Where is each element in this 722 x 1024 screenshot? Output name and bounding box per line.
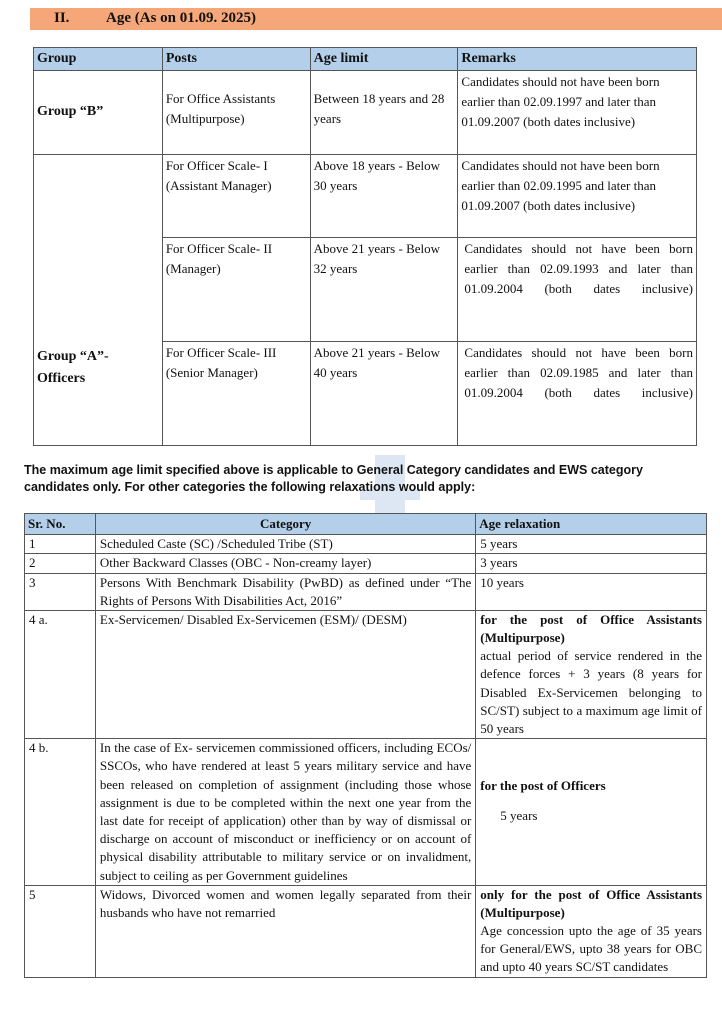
table-row [25,739,707,886]
group-b-label: Group “B” [34,70,163,154]
relax-heading: for the post of Office Assistants (Multipurpose) [480,611,702,646]
post-cell: For Officer Scale- I (Assistant Manager) [162,154,310,237]
relax-detail: actual period of service rendered in the defence forces + 3 years (8 years for Disabled Ex-Servicemen belonging to SC/ST) subject to a maximum age limit of 50 years [480,648,702,737]
relax-cell: 3 years [476,554,707,573]
category-cell: Other Backward Classes (OBC - Non-creamy layer) [95,554,475,573]
header-posts: Posts [162,48,310,71]
header-sr-no: Sr. No. [25,514,96,535]
table-header-row [34,48,697,71]
remarks-cell: Candidates should not have been born earlier than 02.09.1993 and later than 01.09.2004 (both dates inclusive) [458,237,697,341]
sr-cell: 5 [25,885,96,977]
table-row [25,885,707,977]
age-cell: Above 21 years - Below 40 years [310,341,458,445]
table-header-row [25,514,707,535]
sr-cell: 4 b. [25,739,96,886]
header-age-relaxation: Age relaxation [476,514,707,535]
header-remarks: Remarks [458,48,697,71]
header-age-limit: Age limit [310,48,458,71]
table-row [34,70,697,154]
category-cell: Ex-Servicemen/ Disabled Ex-Servicemen (ESM)/ (DESM) [95,610,475,738]
table-row [25,554,707,573]
notice-line-2: candidates only. For other categories the following relaxations would apply: [24,479,476,494]
post-cell: For Office Assistants (Multipurpose) [162,70,310,154]
relax-heading: for the post of Officers [480,778,606,794]
section-number: II. [54,10,70,26]
sr-cell: 4 a. [25,610,96,738]
table-row [25,610,707,738]
remarks-cell: Candidates should not have been born earlier than 02.09.1997 and later than 01.09.2007 (both dates inclusive) [458,70,697,154]
relax-cell [476,739,707,886]
post-cell: For Officer Scale- II (Manager) [162,237,310,341]
sr-cell: 2 [25,554,96,573]
category-cell: In the case of Ex- servicemen commissioned officers, including ECOs/ SSCOs, who have rendered at least 5 years military service and have been released on completion of assignment (including those whose assignment is due to be completed within the next one year from the last date for receipt of application) other than by way of dismissal or discharge on account of misconduct or inefficiency or on account of physical disability attributable to military service or on invalidment, subject to ceiling as per Government guidelines [95,739,475,886]
sr-cell: 3 [25,573,96,610]
section-title: Age (As on 01.09. 2025) [106,10,256,26]
table-row [25,573,707,610]
age-cell: Above 18 years - Below 30 years [310,154,458,237]
table-row [25,535,707,554]
relax-detail: Age concession upto the age of 35 years for General/EWS, upto 38 years for OBC and upto 40 years SC/ST candidates [480,923,702,975]
relaxation-notice [24,462,722,496]
age-cell: Between 18 years and 28 years [310,70,458,154]
age-limit-table [33,47,697,446]
header-group: Group [34,48,163,71]
category-cell: Persons With Benchmark Disability (PwBD) as defined under “The Rights of Persons With Disabilities Act, 2016” [95,573,475,610]
notice-line-1: The maximum age limit specified above is applicable to General Category candidates and EWS category [24,463,643,477]
relax-detail: 5 years [500,808,538,824]
relax-cell [476,885,707,977]
relax-heading: only for the post of Office Assistants (Multipurpose) [480,886,702,920]
sr-cell: 1 [25,535,96,554]
group-a-label: Group “A”- Officers [34,154,163,445]
relax-cell: 10 years [476,573,707,610]
relax-cell: 5 years [476,535,707,554]
header-category: Category [95,514,475,535]
remarks-cell: Candidates should not have been born earlier than 02.09.1985 and later than 01.09.2004 (both dates inclusive) [458,341,697,445]
remarks-cell: Candidates should not have been born earlier than 02.09.1995 and later than 01.09.2007 (both dates inclusive) [458,154,697,237]
post-cell: For Officer Scale- III (Senior Manager) [162,341,310,445]
age-relaxation-table [24,513,707,978]
age-cell: Above 21 years - Below 32 years [310,237,458,341]
relax-cell [476,610,707,738]
table-row [34,154,697,237]
section-header [30,8,722,30]
category-cell: Scheduled Caste (SC) /Scheduled Tribe (ST) [95,535,475,554]
category-cell: Widows, Divorced women and women legally separated from their husbands who have not remarried [95,885,475,977]
